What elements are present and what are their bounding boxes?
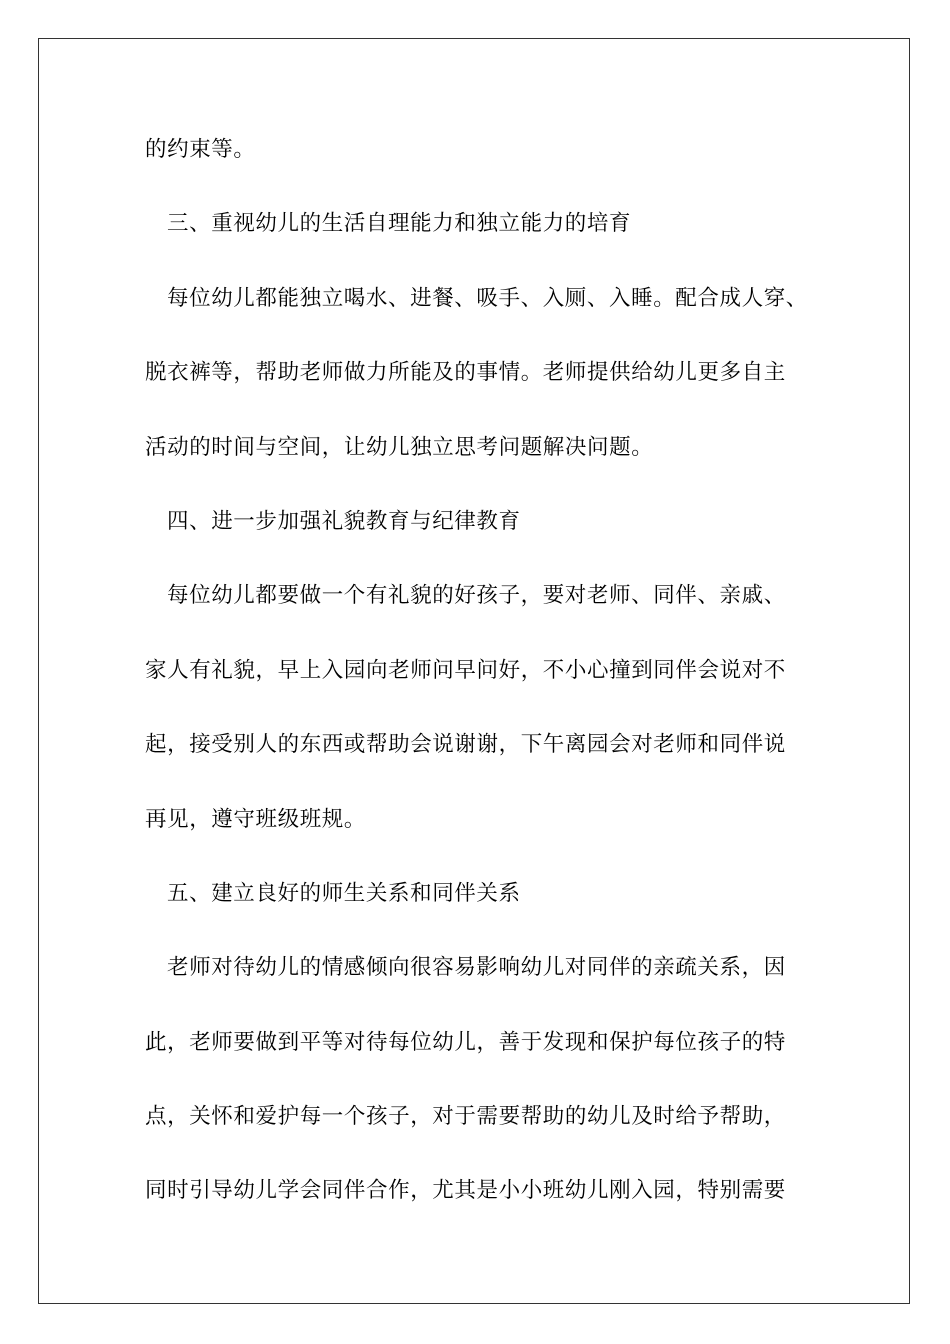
paragraph-line: 活动的时间与空间，让幼儿独立思考问题解决问题。 [145,434,654,460]
paragraph-line: 家人有礼貌，早上入园向老师问早问好，不小心撞到同伴会说对不 [145,657,786,683]
text-line-continuation: 的约束等。 [145,137,256,162]
section-heading-3: 三、重视幼儿的生活自理能力和独立能力的培育 [167,211,632,237]
paragraph-line: 每位幼儿都能独立喝水、进餐、吸手、入厕、入睡。配合成人穿、 [167,285,808,311]
paragraph-line: 每位幼儿都要做一个有礼貌的好孩子，要对老师、同伴、亲戚、 [167,583,786,609]
document-body [145,128,825,1244]
section-heading-4: 四、进一步加强礼貌教育与纪律教育 [167,508,521,534]
paragraph-line: 起，接受别人的东西或帮助会说谢谢，下午离园会对老师和同伴说 [145,732,786,758]
paragraph-line: 点，关怀和爱护每一个孩子，对于需要帮助的幼儿及时给予帮助， [145,1104,786,1130]
paragraph-line: 此，老师要做到平等对待每位幼儿，善于发现和保护每位孩子的特 [145,1029,786,1055]
paragraph-line: 同时引导幼儿学会同伴合作，尤其是小小班幼儿刚入园，特别需要 [145,1178,786,1204]
paragraph-line: 脱衣裤等，帮助老师做力所能及的事情。老师提供给幼儿更多自主 [145,360,786,386]
paragraph-line: 老师对待幼儿的情感倾向很容易影响幼儿对同伴的亲疏关系，因 [167,955,786,981]
paragraph-line: 再见，遵守班级班规。 [145,806,367,832]
section-heading-5: 五、建立良好的师生关系和同伴关系 [167,880,521,906]
